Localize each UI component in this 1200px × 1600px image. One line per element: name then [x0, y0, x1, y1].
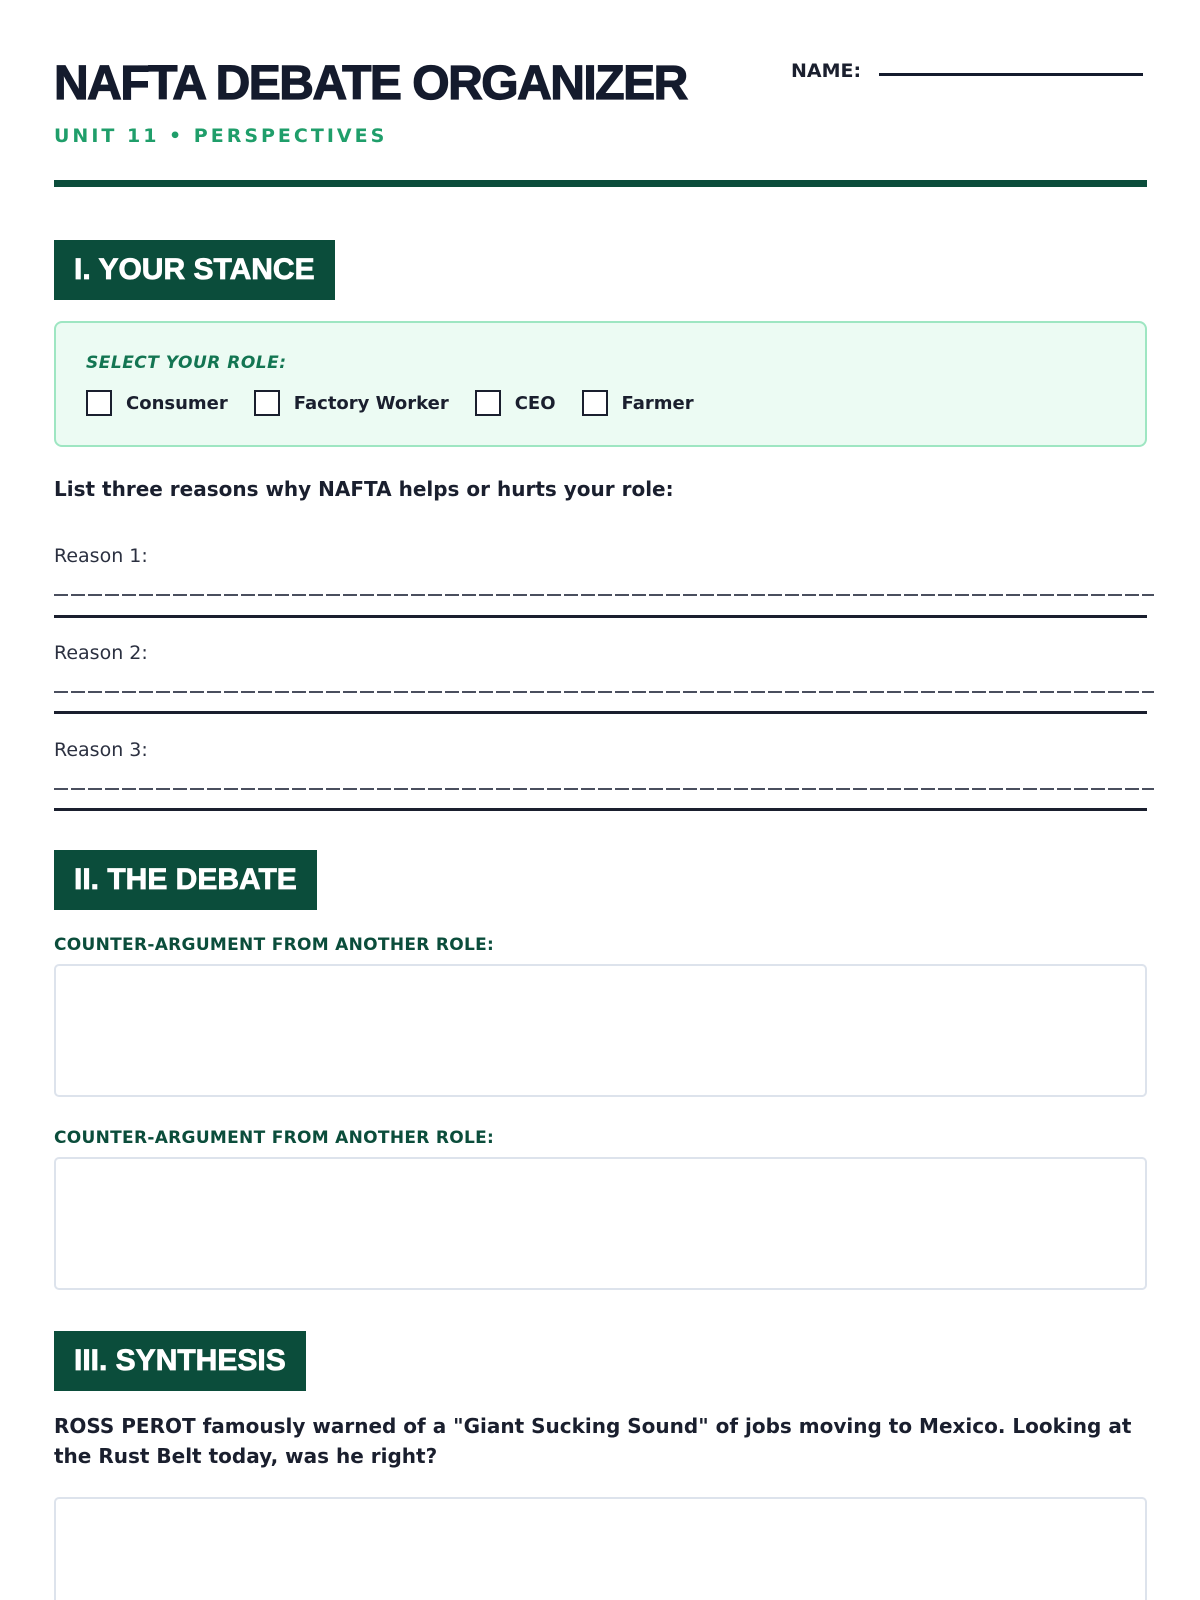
reason-label-3: Reason 3:: [54, 739, 148, 761]
page-subtitle: UNIT 11 • PERSPECTIVES: [54, 125, 388, 147]
reason-label-1: Reason 1:: [54, 545, 148, 567]
checkbox-icon[interactable]: [86, 390, 112, 416]
role-selection-heading: SELECT YOUR ROLE:: [86, 353, 287, 373]
role-label: Farmer: [621, 392, 694, 414]
checkbox-icon[interactable]: [254, 390, 280, 416]
role-option-ceo[interactable]: [475, 390, 556, 416]
reason-1-answer-line[interactable]: [54, 615, 1147, 618]
reason-2-dash-line: [54, 691, 1154, 693]
reason-3-dash-line: [54, 788, 1154, 790]
reasons-prompt: List three reasons why NAFTA helps or hurts your role:: [54, 477, 674, 501]
name-field[interactable]: [879, 73, 1143, 76]
reason-2-answer-line[interactable]: [54, 711, 1147, 714]
name-label: NAME:: [791, 60, 862, 82]
role-options: [86, 390, 720, 416]
checkbox-icon[interactable]: [475, 390, 501, 416]
role-label: Consumer: [126, 392, 228, 414]
reason-label-2: Reason 2:: [54, 642, 148, 664]
role-option-consumer[interactable]: [86, 390, 228, 416]
section-heading-synthesis: III. SYNTHESIS: [54, 1331, 306, 1391]
counter-argument-label-2: COUNTER-ARGUMENT FROM ANOTHER ROLE:: [54, 1128, 495, 1148]
section-heading-debate: II. THE DEBATE: [54, 850, 317, 910]
synthesis-question: ROSS PEROT famously warned of a "Giant Sucking Sound" of jobs moving to Mexico. Looking at the Rust Belt today, was he right?: [54, 1414, 1132, 1468]
page-header: [54, 0, 1146, 188]
header-divider: [54, 180, 1147, 187]
role-option-farmer[interactable]: [582, 390, 694, 416]
reason-1-dash-line: [54, 594, 1154, 596]
section-heading-stance: I. YOUR STANCE: [54, 240, 335, 300]
role-option-factory-worker[interactable]: [254, 390, 449, 416]
role-label: CEO: [514, 392, 556, 414]
counter-argument-box-2[interactable]: [54, 1157, 1147, 1290]
page-title: NAFTA DEBATE ORGANIZER: [54, 57, 687, 110]
synthesis-answer-box[interactable]: [54, 1497, 1147, 1600]
counter-argument-label-1: COUNTER-ARGUMENT FROM ANOTHER ROLE:: [54, 935, 495, 955]
counter-argument-box-1[interactable]: [54, 964, 1147, 1097]
checkbox-icon[interactable]: [582, 390, 608, 416]
role-label: Factory Worker: [293, 392, 449, 414]
role-selection-box: [54, 321, 1147, 447]
reason-3-answer-line[interactable]: [54, 808, 1147, 811]
